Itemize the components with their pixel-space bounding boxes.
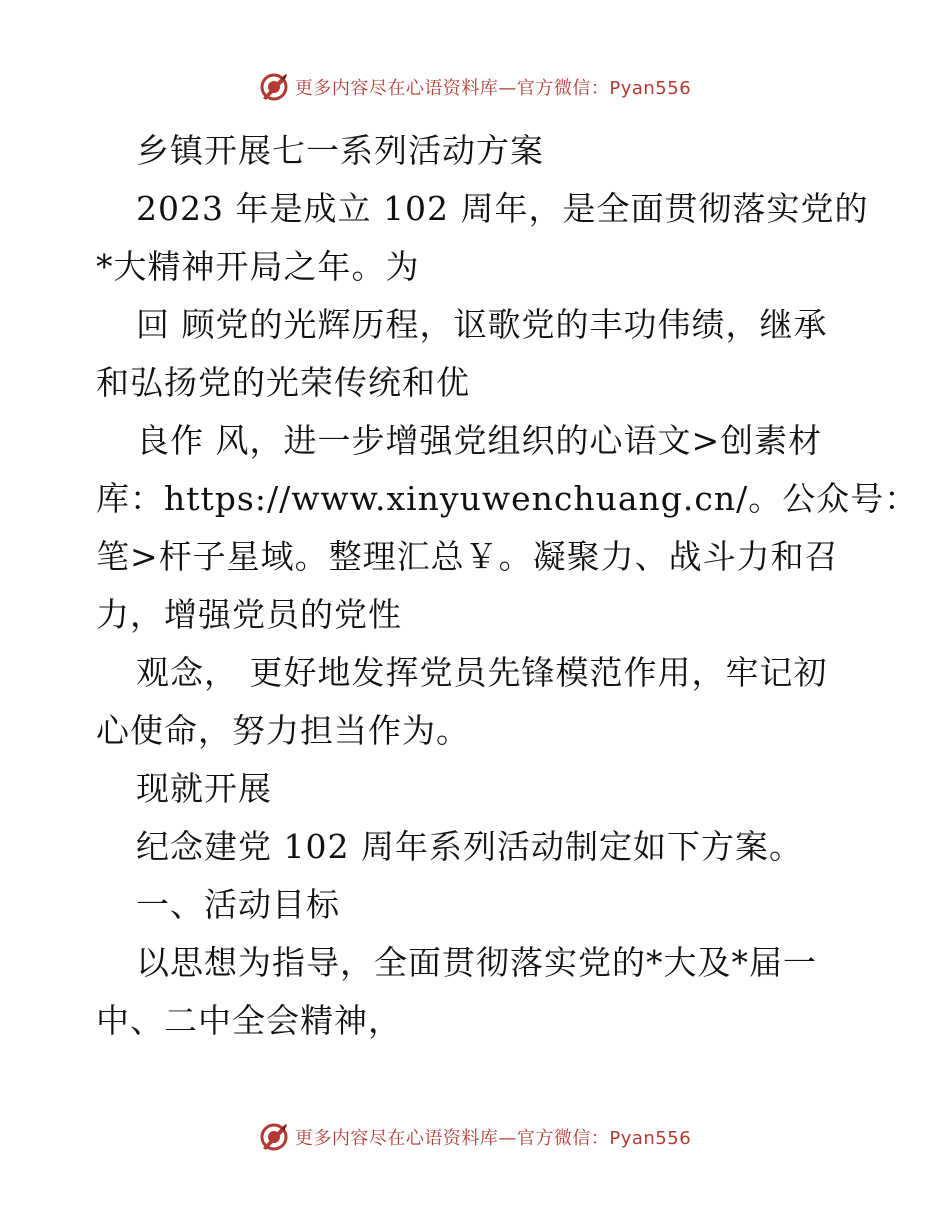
text-line: 2023 年是成立 102 周年，是全面贯彻落实党的 xyxy=(136,189,869,228)
text-line: 纪念建党 102 周年系列活动制定如下方案。 xyxy=(136,827,803,866)
footer-banner xyxy=(0,1122,950,1152)
text-line: 库：https://www.xinyuwenchuang.cn/。公众号： xyxy=(96,479,919,518)
text-line: 一、活动目标 xyxy=(136,885,340,924)
banner-label: 更多内容尽在心语资料库—官方微信： xyxy=(294,78,610,99)
quill-seal-icon xyxy=(259,72,289,102)
banner-label: 更多内容尽在心语资料库—官方微信： xyxy=(294,1128,610,1149)
header-banner xyxy=(0,72,950,102)
footer-banner-text xyxy=(295,1124,691,1150)
text-line: 力，增强党员的党性 xyxy=(96,595,402,634)
text-line: 中、二中全会精神， xyxy=(96,1001,402,1040)
text-line: 观念， 更好地发挥党员先锋模范作用，牢记初 xyxy=(136,653,828,692)
document-body xyxy=(96,122,919,1050)
text-line: 以思想为指导，全面贯彻落实党的*大及*届一 xyxy=(136,943,817,982)
banner-handle: Pyan556 xyxy=(609,78,692,99)
text-line: 良作 风，进一步增强党组织的心语文>创素材 xyxy=(136,421,823,460)
quill-seal-icon xyxy=(259,1122,289,1152)
text-line: 心使命，努力担当作为。 xyxy=(96,711,470,750)
text-line: 笔>杆子星域。整理汇总￥。凝聚力、战斗力和召 xyxy=(96,537,839,576)
text-line: 回 顾党的光辉历程，讴歌党的丰功伟绩，继承 xyxy=(136,305,828,344)
header-banner-text xyxy=(295,74,691,100)
text-line: 和弘扬党的光荣传统和优 xyxy=(96,363,470,402)
text-line: *大精神开局之年。为 xyxy=(96,247,420,286)
text-line: 现就开展 xyxy=(136,769,272,808)
banner-handle: Pyan556 xyxy=(609,1128,692,1149)
text-line: 乡镇开展七一系列活动方案 xyxy=(136,131,544,170)
